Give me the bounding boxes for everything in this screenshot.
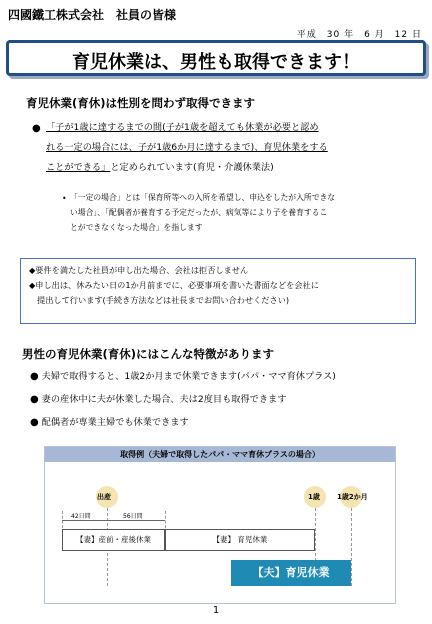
banner-title: 育児休業は、男性も取得できます！ bbox=[72, 52, 360, 73]
info-box bbox=[20, 258, 416, 324]
section1-heading: 育児休業(育休)は性別を問わず取得できます bbox=[26, 96, 256, 110]
info-row3: 提出して行います(手続き方法などは社長までお問い合わせください) bbox=[37, 295, 290, 305]
wife-childcare-bar: 【妻】 育児休業 bbox=[165, 529, 315, 551]
span-42-line bbox=[62, 520, 107, 521]
diagram-title: 取得例（夫婦で取得したパパ・ママ育休プラスの場合） bbox=[45, 447, 395, 462]
bullet-icon: ● bbox=[32, 123, 41, 134]
feature-list bbox=[30, 368, 336, 428]
info-row1: ◆要件を満たした社員が申し出た場合、会社は拒否しません bbox=[29, 265, 249, 275]
section2-heading: 男性の育児休業(育休)にはこんな特徴があります bbox=[22, 347, 275, 361]
guide-line bbox=[351, 508, 352, 586]
subnote-line3: とができなくなった場合」を指します bbox=[70, 223, 203, 232]
bullet-icon: ● bbox=[30, 371, 39, 382]
section1-subnote bbox=[70, 190, 420, 235]
milestone-birth-label: 出産 bbox=[97, 493, 111, 501]
sub-bullet-icon: • bbox=[62, 194, 67, 203]
subnote-line2: い場合」、「配偶者が養育する予定だったが、病気等により子を養育するこ bbox=[70, 208, 328, 217]
document-date: 平成 30 年 6 月 12 日 bbox=[296, 30, 422, 40]
leave-timeline-diagram bbox=[44, 446, 396, 604]
section1-line3-rest: と定められています(育児・介護休業法) bbox=[110, 162, 274, 173]
list-item bbox=[30, 414, 336, 428]
section1-bullet-text bbox=[46, 118, 422, 178]
bullet-icon: ● bbox=[30, 394, 39, 405]
span-56-days: 56日間 bbox=[123, 513, 143, 520]
feature-text: 配偶者が専業主婦でも休業できます bbox=[41, 417, 189, 428]
feature-text: 夫婦で取得すると、1歳2か月まで休業できます(パパ・ママ育休プラス) bbox=[41, 371, 336, 382]
subnote-line1: 「一定の場合」とは「保育所等への入所を希望し、申込をしたが入所できな bbox=[70, 193, 336, 202]
title-banner bbox=[6, 40, 426, 76]
span-56-line bbox=[107, 520, 165, 521]
info-row2: ◆申し出は、休みたい日の1か月前までに、必要事項を書いた書面などを会社に bbox=[29, 280, 319, 290]
span-42-days: 42日間 bbox=[71, 513, 91, 520]
list-item bbox=[30, 391, 336, 405]
section1-line1: 「子が1歳に達するまでの間(子が1歳を超えても休業が必要と認め bbox=[46, 122, 319, 133]
feature-text: 妻の産休中に夫が休業した場合、夫は2度目も取得できます bbox=[41, 394, 287, 405]
company-title: 四國鐵工株式会社 社員の皆様 bbox=[8, 8, 177, 22]
milestone-1yr-label: 1歳 bbox=[308, 493, 320, 501]
milestone-1yr2m-label: 1歳2か月 bbox=[337, 493, 368, 501]
husband-childcare-bar: 【夫】育児休業 bbox=[231, 560, 351, 586]
section1-line2: れる一定の場合には、子が1歳6か月に達するまで)、育児休業をする bbox=[46, 142, 328, 153]
list-item bbox=[30, 368, 336, 382]
section1-line3-underlined: ことができる」 bbox=[46, 162, 111, 173]
bullet-icon: ● bbox=[30, 417, 39, 428]
wife-maternity-bar: 【妻】産前・産後休業 bbox=[62, 529, 165, 551]
page-number: 1 bbox=[212, 605, 220, 616]
